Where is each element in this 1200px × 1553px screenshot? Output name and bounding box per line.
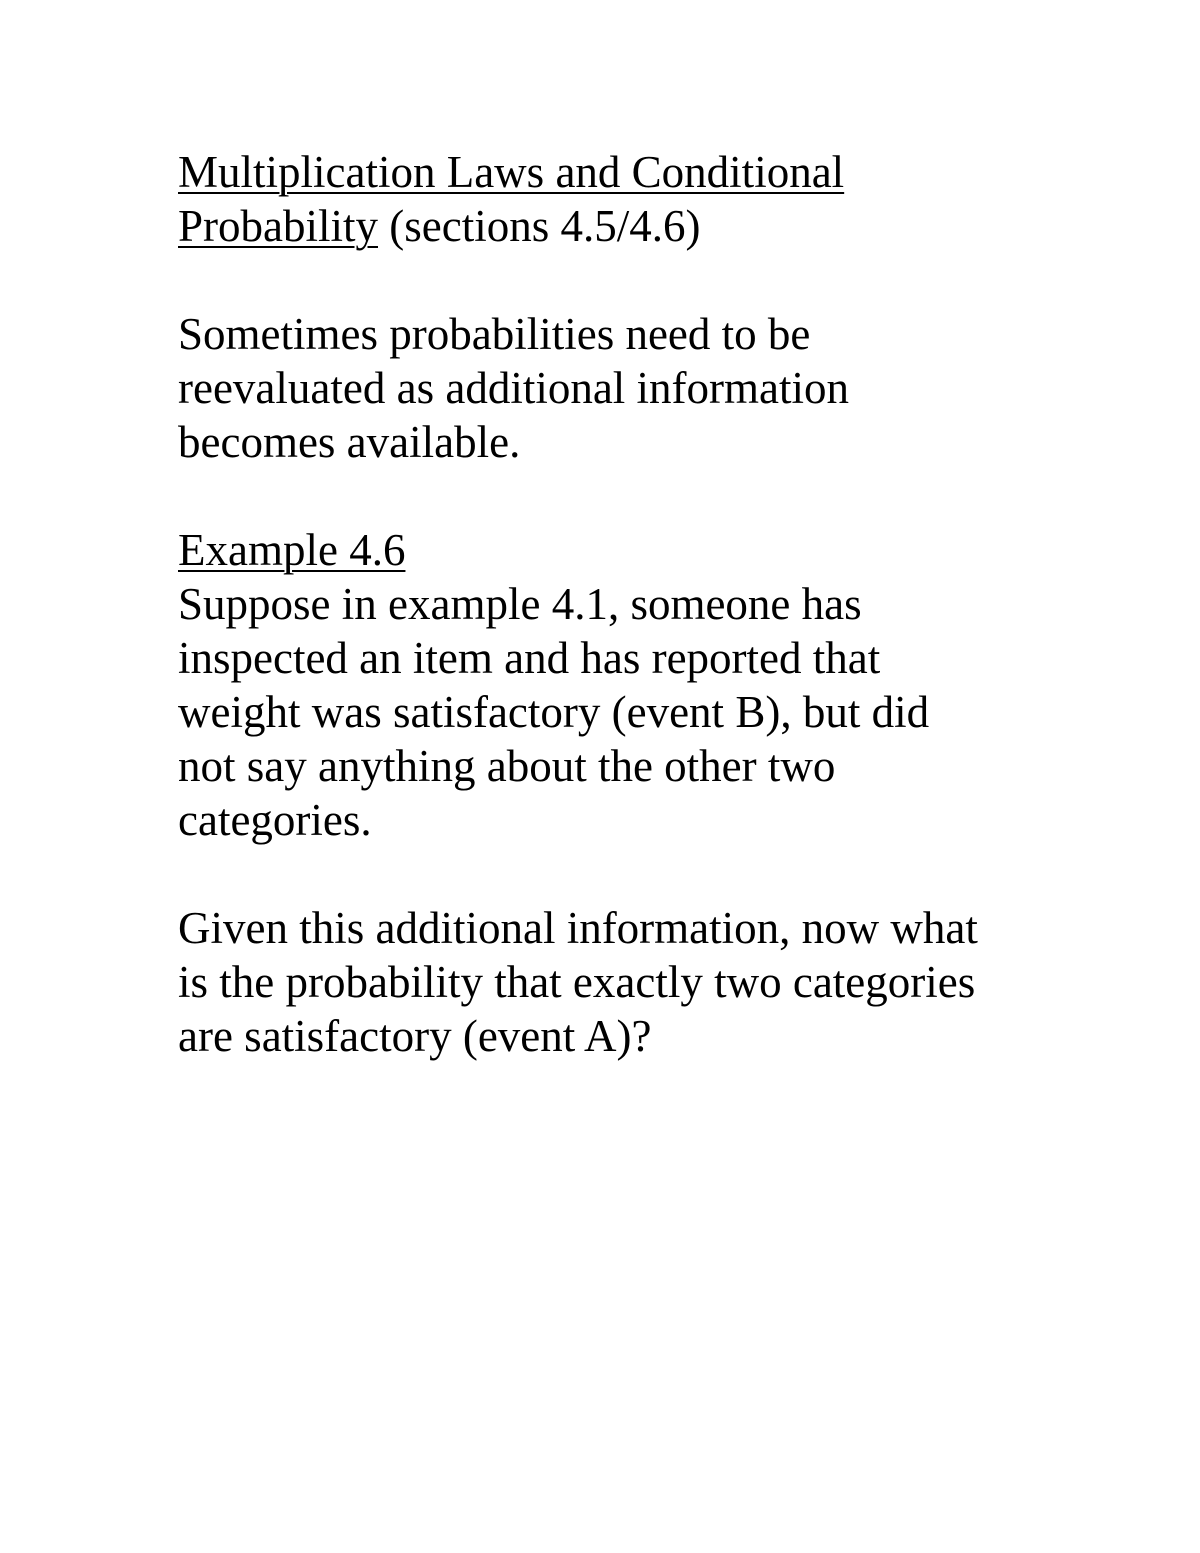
document-body <box>178 145 1078 1063</box>
heading-line-2-underlined: Probability <box>178 201 378 251</box>
question-line: Given this additional information, now what <box>178 903 978 953</box>
question-line: are satisfactory (event A)? <box>178 1011 652 1061</box>
heading-line-2-rest: (sections 4.5/4.6) <box>378 201 701 251</box>
section-heading <box>178 145 1078 253</box>
example-line: not say anything about the other two <box>178 741 836 791</box>
intro-line: Sometimes probabilities need to be <box>178 309 811 359</box>
example-line: weight was satisfactory (event B), but did <box>178 687 930 737</box>
example-line: categories. <box>178 795 372 845</box>
intro-paragraph <box>178 307 1078 469</box>
spacer <box>178 469 1078 523</box>
example-line: Suppose in example 4.1, someone has <box>178 579 862 629</box>
heading-line-1: Multiplication Laws and Conditional <box>178 147 845 197</box>
example-block <box>178 523 1078 847</box>
intro-line: reevaluated as additional information <box>178 363 850 413</box>
example-title: Example 4.6 <box>178 525 406 575</box>
intro-line: becomes available. <box>178 417 521 467</box>
spacer <box>178 847 1078 901</box>
question-line: is the probability that exactly two categories <box>178 957 976 1007</box>
spacer <box>178 253 1078 307</box>
question-paragraph <box>178 901 1078 1063</box>
example-line: inspected an item and has reported that <box>178 633 881 683</box>
